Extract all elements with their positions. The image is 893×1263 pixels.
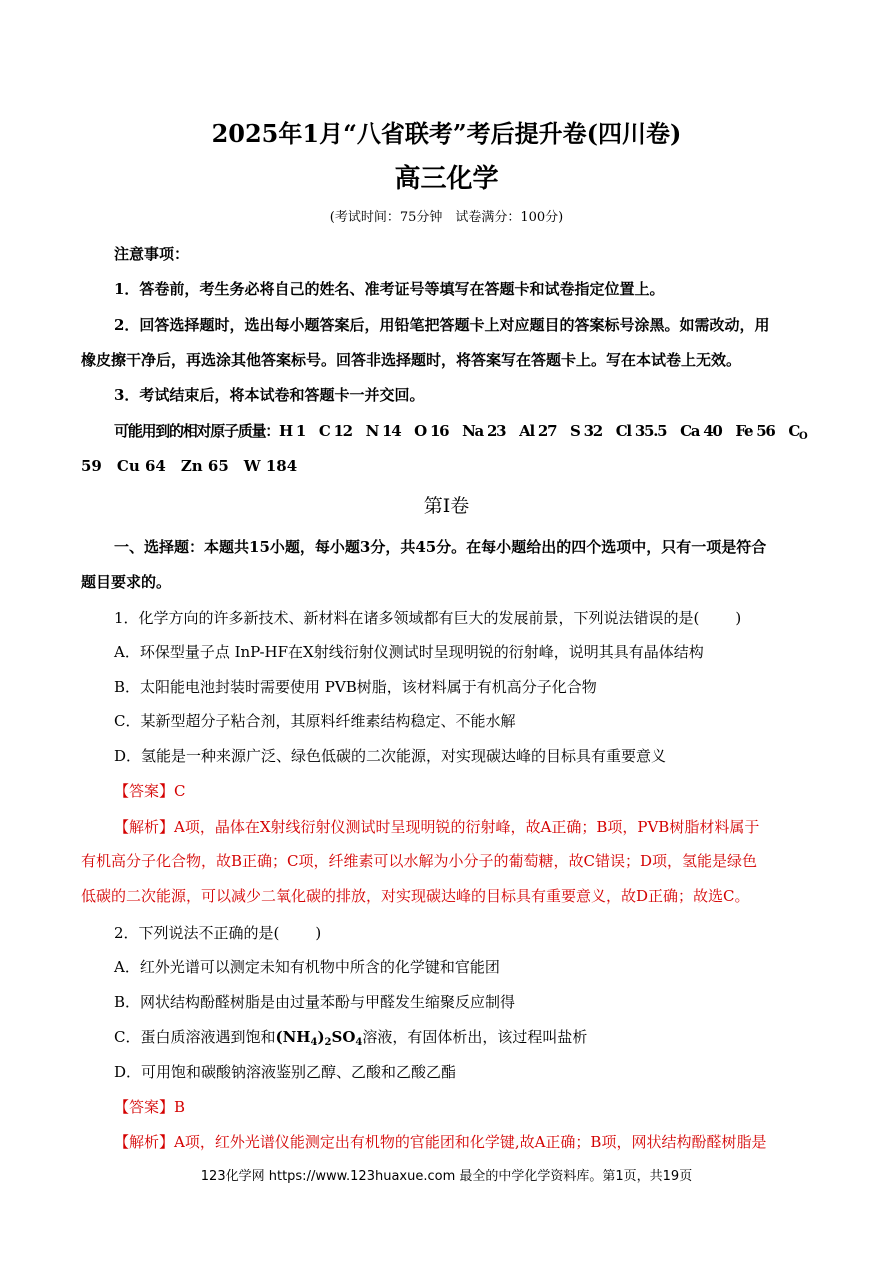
question-2-option-a: A．红外光谱可以测定未知有机物中所含的化学键和官能团 bbox=[114, 958, 500, 976]
question-2-stem bbox=[114, 923, 321, 943]
question-2-stem-end: ) bbox=[315, 924, 322, 942]
question-1-option-c: C．某新型超分子粘合剂，其原料纤维素结构稳定、不能水解 bbox=[114, 712, 516, 730]
question-2-option-c bbox=[114, 1027, 587, 1053]
question-1-answer: 【答案】C bbox=[114, 782, 186, 800]
question-1-stem-end: ) bbox=[735, 609, 742, 627]
formula-part: (NH bbox=[275, 1028, 311, 1046]
question-2-option-d: D．可用饱和碳酸钠溶液鉴别乙醇、乙酸和乙酸乙酯 bbox=[114, 1063, 457, 1081]
page-footer: 123化学网 https://www.123huaxue.com 最全的中学化学资料库。第1页，共19页 bbox=[200, 1169, 693, 1184]
notice-heading: 注意事项： bbox=[114, 245, 190, 263]
question-1-analysis-line-3: 低碳的二次能源，可以减少二氧化碳的排放，对实现碳达峰的目标具有重要意义，故D正确；故选C。 bbox=[81, 887, 750, 905]
question-2-stem-text: 2．下列说法不正确的是( bbox=[114, 924, 280, 942]
question-1-analysis-line-2: 有机高分子化合物，故B正确；C项，纤维素可以水解为小分子的葡萄糖，故C错误；D项，氢能是绿色 bbox=[81, 852, 758, 870]
question-2-option-c-prefix: C．蛋白质溶液遇到饱和 bbox=[114, 1028, 276, 1046]
question-1-stem-text: 1．化学方向的许多新技术、新材料在诸多领域都有巨大的发展前景，下列说法错误的是( bbox=[114, 609, 700, 627]
atomic-masses-line-1 bbox=[114, 421, 807, 447]
formula-subscript: 2 bbox=[324, 1037, 332, 1048]
exam-info: (考试时间：75分钟 试卷满分：100分) bbox=[329, 210, 564, 225]
formula-subscript: 4 bbox=[310, 1037, 318, 1048]
question-2-answer: 【答案】B bbox=[114, 1098, 186, 1116]
page-title: 2025年1月“八省联考”考后提升卷(四川卷) bbox=[211, 119, 682, 148]
atomic-masses-subscript: O bbox=[799, 431, 807, 442]
question-1-analysis-line-1: 【解析】A项，晶体在X射线衍射仪测试时呈现明锐的衍射峰，故A正确；B项，PVB树脂材料属于 bbox=[114, 818, 760, 836]
notice-item-2-line-1: 2．回答选择题时，选出每小题答案后，用铅笔把答题卡上对应题目的答案标号涂黑。如需改动，用 bbox=[114, 316, 770, 334]
question-2-analysis-line-1: 【解析】A项，红外光谱仪能测定出有机物的官能团和化学键,故A正确；B项，网状结构酚醛树脂是 bbox=[114, 1133, 767, 1151]
formula-part: SO bbox=[331, 1028, 356, 1046]
part-one-line-2: 题目要求的。 bbox=[81, 573, 172, 591]
notice-item-3: 3．考试结束后，将本试卷和答题卡一并交回。 bbox=[114, 386, 425, 404]
notice-item-1: 1．答卷前，考生务必将自己的姓名、准考证号等填写在答题卡和试卷指定位置上。 bbox=[114, 280, 665, 298]
page-subtitle: 高三化学 bbox=[394, 164, 499, 194]
atomic-masses-text: 可能用到的相对原子质量：H 1 C 12 N 14 O 16 Na 23 Al 27 S 32 Cl 35.5 Ca 40 Fe 56 C bbox=[114, 422, 800, 440]
question-1-option-d: D．氢能是一种来源广泛、绿色低碳的二次能源，对实现碳达峰的目标具有重要意义 bbox=[114, 747, 667, 765]
ammonium-sulfate-formula bbox=[275, 1028, 362, 1046]
question-1-stem bbox=[114, 608, 741, 628]
question-2-option-c-suffix: 溶液，有固体析出，该过程叫盐析 bbox=[362, 1028, 588, 1046]
notice-item-2-line-2: 橡皮擦干净后，再选涂其他答案标号。回答非选择题时，将答案写在答题卡上。写在本试卷上无效。 bbox=[81, 351, 742, 369]
question-1-option-b: B．太阳能电池封装时需要使用 PVB树脂，该材料属于有机高分子化合物 bbox=[114, 678, 597, 696]
question-2-option-b: B．网状结构酚醛树脂是由过量苯酚与甲醛发生缩聚反应制得 bbox=[114, 993, 516, 1011]
atomic-masses-line-2: 59 Cu 64 Zn 65 W 184 bbox=[81, 457, 298, 475]
section-heading: 第Ⅰ卷 bbox=[423, 495, 470, 517]
formula-part: ) bbox=[317, 1028, 325, 1046]
formula-subscript: 4 bbox=[355, 1037, 363, 1048]
part-one-line-1: 一、选择题：本题共15小题，每小题3分，共45分。在每小题给出的四个选项中，只有一项是符合 bbox=[114, 538, 767, 556]
question-1-option-a: A．环保型量子点 InP-HF在X射线衍射仪测试时呈现明锐的衍射峰，说明其具有晶体结构 bbox=[114, 643, 704, 661]
